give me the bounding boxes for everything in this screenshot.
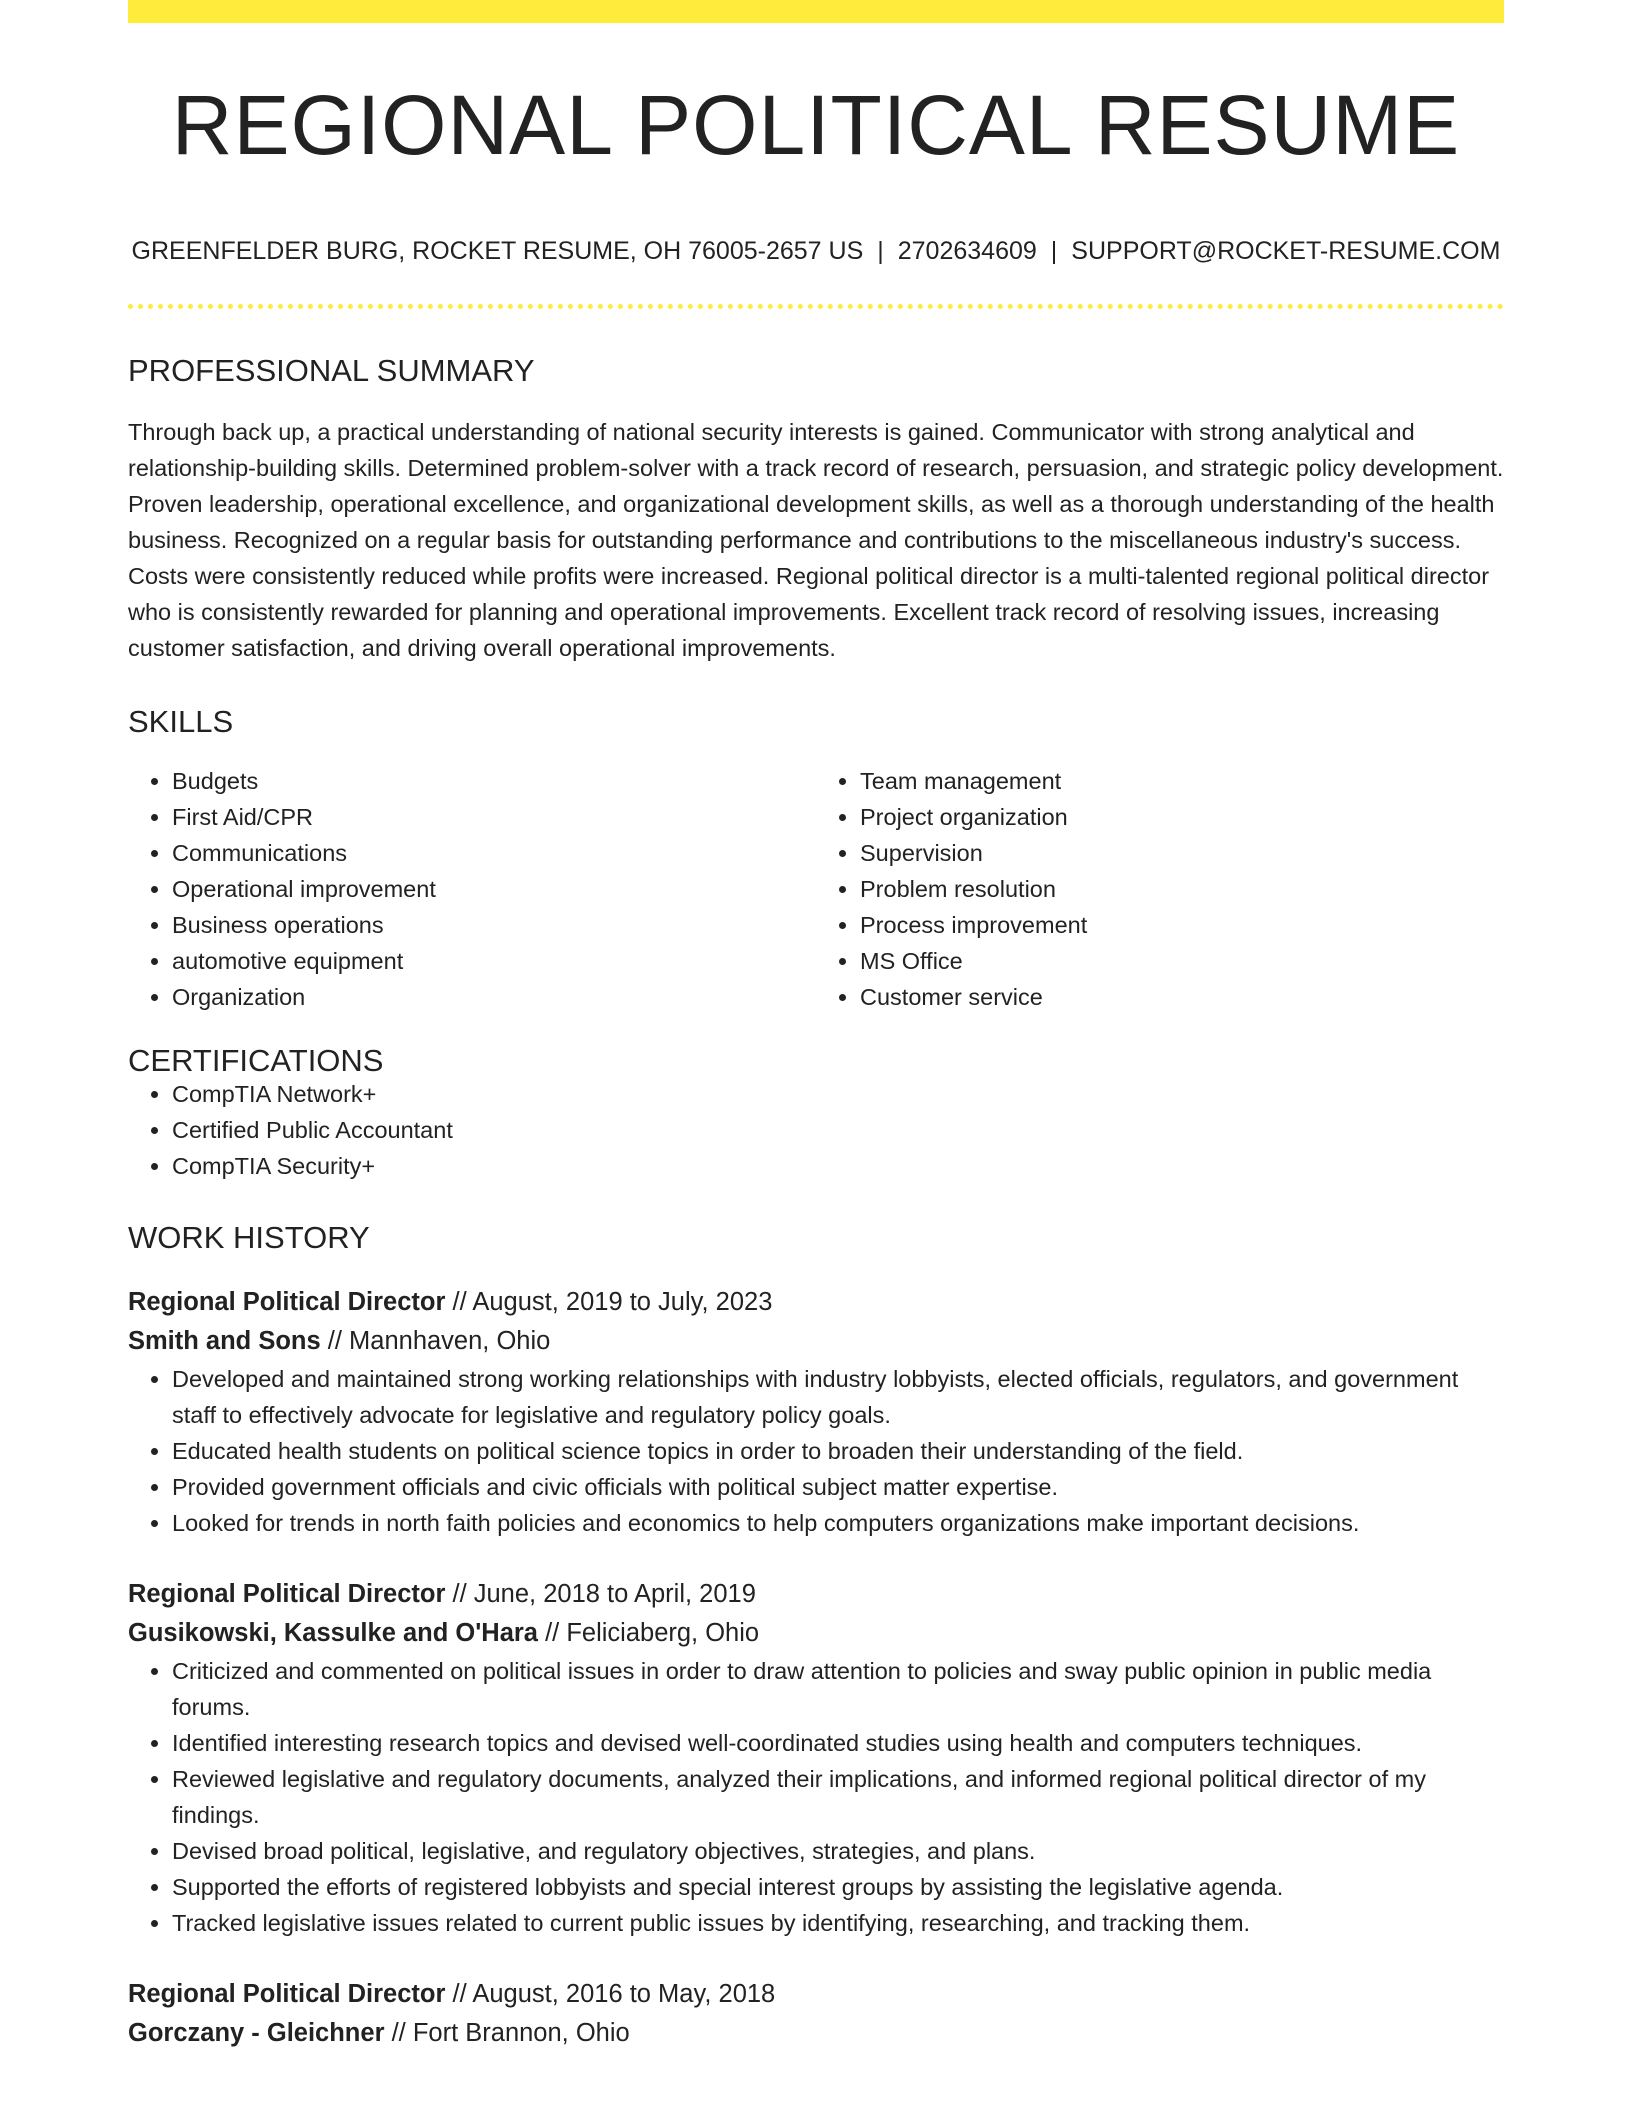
- job-duty: • Developed and maintained strong working relationships with industry lobbyists, elected officials, regulators, and government staff to effectively advocate for legislative and regulatory policy goals.: [172, 1361, 1504, 1433]
- job-entry: [128, 1575, 1504, 1941]
- skill-item: • Customer service: [860, 979, 1504, 1015]
- skill-item: • Business operations: [172, 907, 816, 943]
- contact-separator: |: [877, 237, 884, 265]
- skill-item: • MS Office: [860, 943, 1504, 979]
- skill-item: • Budgets: [172, 763, 816, 799]
- job-company-line: [128, 1614, 1504, 1653]
- job-title-line: [128, 1283, 1504, 1322]
- skill-item: • Project organization: [860, 799, 1504, 835]
- skill-item: • Team management: [860, 763, 1504, 799]
- skills-list-right: [816, 763, 1504, 1015]
- skills-list-left: [128, 763, 816, 1015]
- skill-item: • Problem resolution: [860, 871, 1504, 907]
- job-duty: • Tracked legislative issues related to current public issues by identifying, researching, and tracking them.: [172, 1905, 1504, 1941]
- contact-address: GREENFELDER BURG, ROCKET RESUME, OH 76005-2657 US: [131, 237, 864, 265]
- job-duty: • Identified interesting research topics and devised well-coordinated studies using health and computers techniques.: [172, 1725, 1504, 1761]
- job-duty: • Devised broad political, legislative, and regulatory objectives, strategies, and plans.: [172, 1833, 1504, 1869]
- skills-heading: SKILLS: [128, 704, 234, 739]
- job-location: // Mannhaven, Ohio: [320, 1327, 551, 1355]
- job-title-line: [128, 1575, 1504, 1614]
- accent-bar: [128, 0, 1504, 23]
- job-duty: • Looked for trends in north faith policies and economics to help computers organizations make important decisions.: [172, 1505, 1504, 1541]
- job-company-line: [128, 2014, 1504, 2053]
- skill-item: • Process improvement: [860, 907, 1504, 943]
- summary-heading: PROFESSIONAL SUMMARY: [128, 353, 535, 388]
- job-company-line: [128, 1322, 1504, 1361]
- skill-item: • automotive equipment: [172, 943, 816, 979]
- certification-item: • Certified Public Accountant: [172, 1112, 1504, 1148]
- contact-email: SUPPORT@ROCKET-RESUME.COM: [1071, 237, 1501, 265]
- contact-phone: 2702634609: [897, 237, 1037, 265]
- skill-item: • Operational improvement: [172, 871, 816, 907]
- work-history-heading: WORK HISTORY: [128, 1220, 370, 1255]
- job-dates: // August, 2019 to July, 2023: [445, 1288, 773, 1316]
- job-dates: // June, 2018 to April, 2019: [445, 1580, 756, 1608]
- job-dates: // August, 2016 to May, 2018: [445, 1980, 776, 2008]
- job-company: Gusikowski, Kassulke and O'Hara: [128, 1619, 538, 1647]
- job-location: // Fort Brannon, Ohio: [384, 2019, 630, 2047]
- skill-item: • Supervision: [860, 835, 1504, 871]
- resume-content: [128, 23, 1504, 2053]
- job-duty: • Educated health students on political science topics in order to broaden their understanding of the field.: [172, 1433, 1504, 1469]
- contact-separator: |: [1050, 237, 1058, 265]
- job-role: Regional Political Director: [128, 1580, 446, 1608]
- job-entry: [128, 1975, 1504, 2053]
- job-entry: [128, 1283, 1504, 1541]
- job-company: Smith and Sons: [128, 1327, 321, 1355]
- job-role: Regional Political Director: [128, 1288, 446, 1316]
- job-duties-list: [128, 1361, 1504, 1541]
- job-title-line: [128, 1975, 1504, 2014]
- skill-item: • Communications: [172, 835, 816, 871]
- job-location: // Feliciaberg, Ohio: [537, 1619, 760, 1647]
- header-divider: [128, 304, 1504, 309]
- certifications-heading: CERTIFICATIONS: [128, 1043, 384, 1078]
- job-role: Regional Political Director: [128, 1980, 446, 2008]
- skills-columns: [128, 763, 1504, 1015]
- certification-item: • CompTIA Network+: [172, 1076, 1504, 1112]
- job-duty: • Provided government officials and civic officials with political subject matter expertise.: [172, 1469, 1504, 1505]
- job-duties-list: [128, 1653, 1504, 1941]
- job-duty: • Criticized and commented on political issues in order to draw attention to policies and sway public opinion in public media forums.: [172, 1653, 1504, 1725]
- job-duty: • Reviewed legislative and regulatory documents, analyzed their implications, and informed regional political director of my findings.: [172, 1761, 1504, 1833]
- resume-title: REGIONAL POLITICAL RESUME: [171, 78, 1461, 172]
- summary-text: Through back up, a practical understanding of national security interests is gained. Communicator with strong analytical and relationship-building skills. Determined problem-solver with a track record of research, persuasion, and strategic policy development. Proven leadership, operational excellence, and organizational development skills, as well as a thorough understanding of the health business. Recognized on a regular basis for outstanding performance and contributions to the miscellaneous industry's success. Costs were consistently reduced while profits were increased. Regional political director is a multi-talented regional political director who is consistently rewarded for planning and operational improvements. Excellent track record of resolving issues, increasing customer satisfaction, and driving overall operational improvements.: [128, 419, 1504, 661]
- contact-line: [128, 239, 1504, 264]
- job-duty: • Supported the efforts of registered lobbyists and special interest groups by assisting the legislative agenda.: [172, 1869, 1504, 1905]
- certifications-list: [128, 1076, 1504, 1184]
- skill-item: • Organization: [172, 979, 816, 1015]
- certification-item: • CompTIA Security+: [172, 1148, 1504, 1184]
- skill-item: • First Aid/CPR: [172, 799, 816, 835]
- job-company: Gorczany - Gleichner: [128, 2019, 385, 2047]
